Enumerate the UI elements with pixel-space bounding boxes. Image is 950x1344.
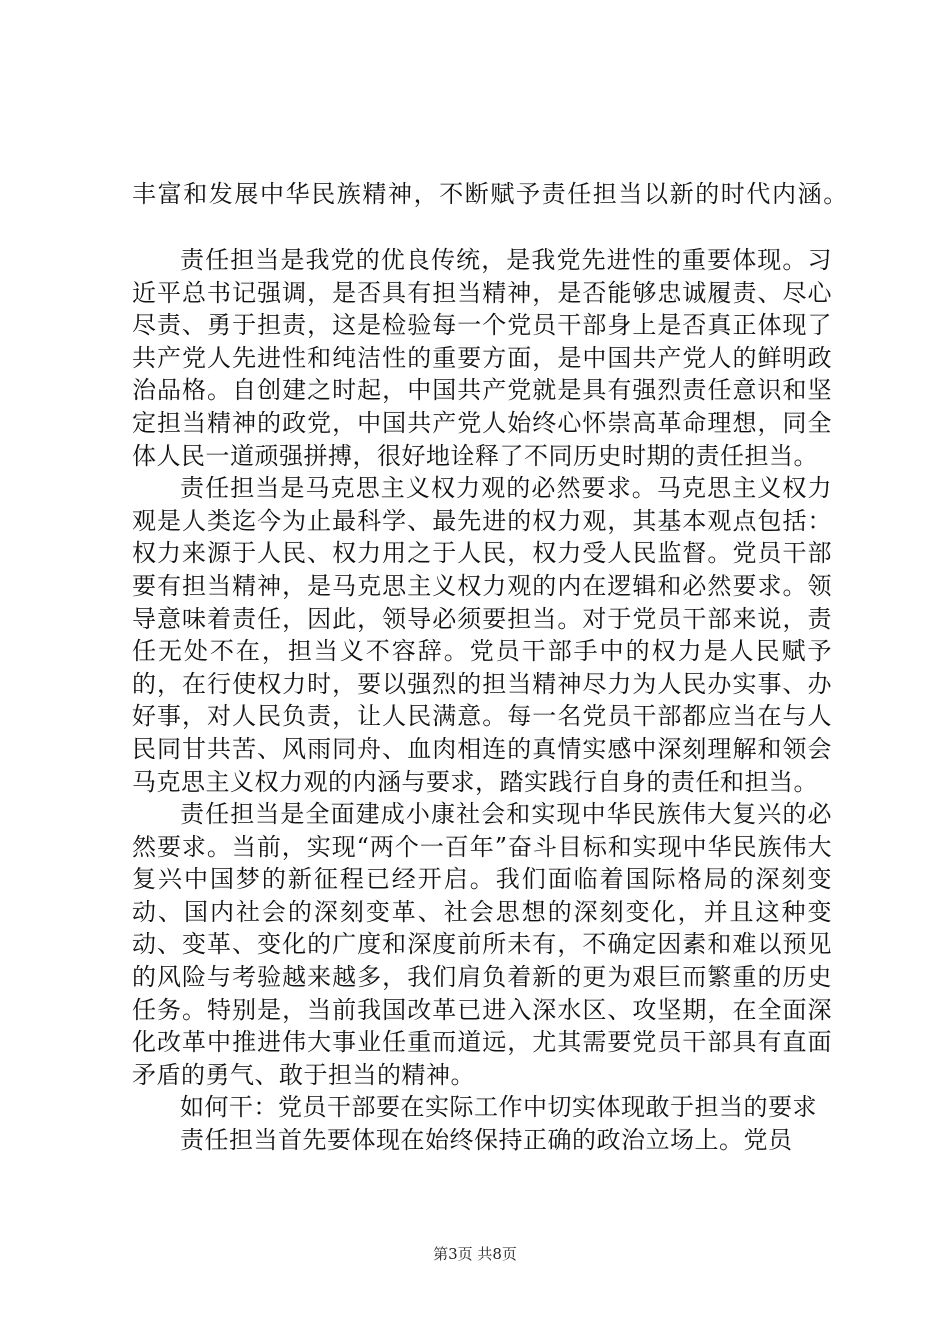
paragraph-tradition: 责任担当是我党的优良传统，是我党先进性的重要体现。习近平总书记强调，是否具有担当精神，是否能够忠诚履责、尽心尽责、勇于担责，这是检验每一个党员干部身上是否真正体现了共产党人先进性和纯洁性的重要方面，是中国共产党人的鲜明政治品格。自创建之时起，中国共产党就是具有强烈责任意识和坚定担当精神的政党，中国共产党人始终心怀崇高革命理想，同全体人民一道顽强拼搏，很好地诠释了不同历史时期的责任担当。: [132, 246, 832, 470]
page-number: 第3页 共8页: [433, 1245, 517, 1263]
body-text: [132, 244, 832, 1157]
continuation-line: 丰富和发展中华民族精神，不断赋予责任担当以新的时代内涵。: [132, 180, 849, 208]
paragraph-national-rejuvenation: 责任担当是全面建成小康社会和实现中华民族伟大复兴的必然要求。当前，实现“两个一百年”奋斗目标和实现中华民族伟大复兴中国梦的新征程已经开启。我们面临着国际格局的深刻变动、国内社会的深刻变革、社会思想的深刻变化，并且这种变动、变革、变化的广度和深度前所未有，不确定因素和难以预见的风险与考验越来越多，我们肩负着新的更为艰巨而繁重的历史任务。特别是，当前我国改革已进入深水区、攻坚期，在全面深化改革中推进伟大事业任重而道远，尤其需要党员干部具有直面矛盾的勇气、敢于担当的精神。: [132, 800, 832, 1089]
section-heading-how-to: 如何干：党员干部要在实际工作中切实体现敢于担当的要求: [180, 1093, 817, 1122]
paragraph-marxist-power-view: 责任担当是马克思主义权力观的必然要求。马克思主义权力观是人类迄今为止最科学、最先进的权力观，其基本观点包括：权力来源于人民、权力用之于人民，权力受人民监督。党员干部要有担当精神，是马克思主义权力观的内在逻辑和必然要求。领导意味着责任，因此，领导必须要担当。对于党员干部来说，责任无处不在，担当义不容辞。党员干部手中的权力是人民赋予的，在行使权力时，要以强烈的担当精神尽力为人民办实事、办好事，对人民负责，让人民满意。每一名党员干部都应当在与人民同甘共苦、风雨同舟、血肉相连的真情实感中深刻理解和领会马克思主义权力观的内涵与要求，踏实践行自身的责任和担当。: [132, 474, 832, 796]
paragraph-political-stance: 责任担当首先要体现在始终保持正确的政治立场上。党员: [180, 1126, 793, 1155]
